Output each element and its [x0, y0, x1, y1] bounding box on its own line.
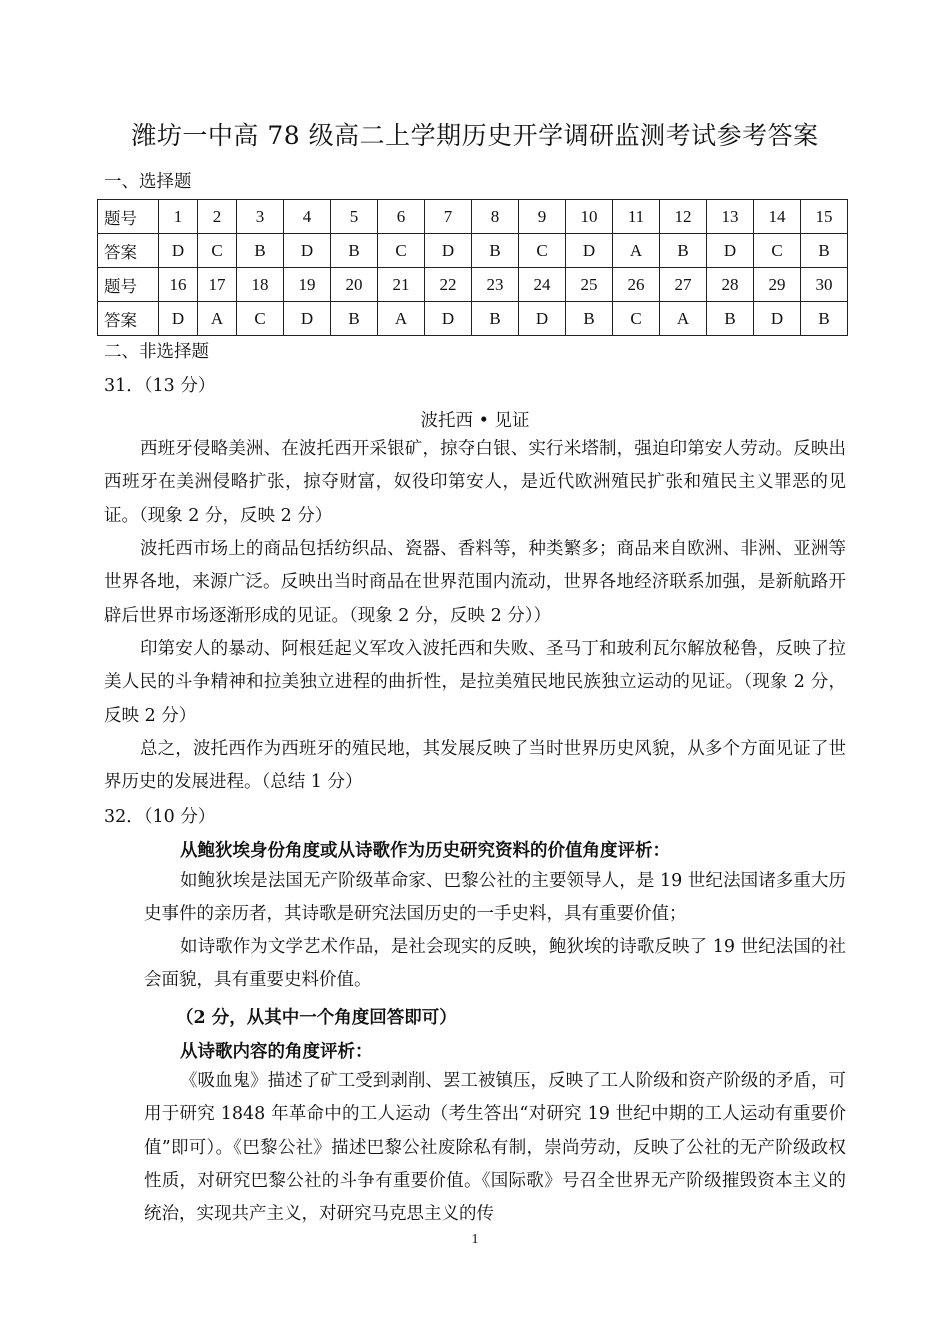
question-number-cell: 13 — [707, 200, 754, 234]
question-number-cell: 26 — [613, 268, 660, 302]
question-number-row-label: 题号 — [98, 200, 159, 234]
answer-table — [97, 199, 848, 336]
answer-row-label: 答案 — [98, 234, 159, 268]
question-number-cell: 5 — [331, 200, 378, 234]
q32-paragraph-3: 《吸血鬼》描述了矿工受到剥削、罢工被镇压，反映了工人阶级和资产阶级的矛盾，可用于研究 1848 年革命中的工人运动（考生答出“对研究 19 世纪中期的工人运动有重要价值”即可）。《巴黎公社》描述巴黎公社废除私有制，崇尚劳动，反映了公社的无产阶级政权性质，对研究巴黎公社的斗争有重要价值。《国际歌》号召全世界无产阶级摧毁资本主义的统治，实现共产主义，对研究马克思主义的传 — [144, 1071, 846, 1225]
table-row — [98, 234, 848, 268]
question-number-cell: 22 — [425, 268, 472, 302]
question-number-cell: 10 — [566, 200, 613, 234]
answer-cell: C — [378, 234, 425, 268]
question-number-cell: 30 — [801, 268, 848, 302]
q31-paragraph-3: 印第安人的暴动、阿根廷起义军攻入波托西和失败、圣马丁和玻利瓦尔解放秘鲁，反映了拉美人民的斗争精神和拉美独立进程的曲折性，是拉美殖民地民族独立运动的见证。（现象 2 分，反映 2 分） — [104, 639, 846, 726]
q31-subtitle: 波托西 • 见证 — [420, 411, 530, 431]
q31-paragraph-2: 波托西市场上的商品包括纺织品、瓷器、香料等，种类繁多；商品来自欧洲、非洲、亚洲等世界各地，来源广泛。反映出当时商品在世界范围内流动，世界各地经济联系加强，是新航路开辟后世界市场逐渐形成的见证。（现象 2 分，反映 2 分）） — [104, 539, 846, 626]
answer-cell: C — [198, 234, 237, 268]
table-row — [98, 302, 848, 336]
answer-cell: C — [519, 234, 566, 268]
table-row — [98, 200, 848, 234]
answer-cell: D — [754, 302, 801, 336]
answer-cell: B — [660, 234, 707, 268]
question-number-cell: 27 — [660, 268, 707, 302]
answer-cell: B — [566, 302, 613, 336]
answer-cell: D — [425, 234, 472, 268]
answer-cell: A — [660, 302, 707, 336]
question-number-cell: 4 — [284, 200, 331, 234]
answer-cell: C — [613, 302, 660, 336]
question-number-cell: 24 — [519, 268, 566, 302]
question-number-cell: 25 — [566, 268, 613, 302]
q31-header: 31．（13 分） — [104, 376, 216, 396]
question-number-cell: 18 — [237, 268, 284, 302]
answer-cell: B — [707, 302, 754, 336]
answer-cell: D — [519, 302, 566, 336]
question-number-cell: 12 — [660, 200, 707, 234]
answer-cell: A — [613, 234, 660, 268]
question-number-cell: 11 — [613, 200, 660, 234]
answer-cell: B — [237, 234, 284, 268]
answer-cell: D — [284, 302, 331, 336]
page-number: 1 — [471, 1232, 479, 1247]
page-title: 潍坊一中高 78 级高二上学期历史开学调研监测考试参考答案 — [131, 121, 819, 150]
section-choice-heading: 一、选择题 — [104, 172, 192, 192]
answer-cell: D — [284, 234, 331, 268]
q32-scoring-note: （2 分，从其中一个角度回答即可） — [176, 1008, 457, 1028]
question-number-cell: 8 — [472, 200, 519, 234]
question-number-cell: 28 — [707, 268, 754, 302]
question-number-cell: 20 — [331, 268, 378, 302]
table-row — [98, 268, 848, 302]
answer-cell: B — [472, 302, 519, 336]
question-number-cell: 7 — [425, 200, 472, 234]
question-number-cell: 19 — [284, 268, 331, 302]
answer-cell: D — [566, 234, 613, 268]
q31-paragraph-1: 西班牙侵略美洲、在波托西开采银矿，掠夺白银、实行米塔制，强迫印第安人劳动。反映出西班牙在美洲侵略扩张，掠夺财富，奴役印第安人，是近代欧洲殖民扩张和殖民主义罪恶的见证。（现象 2 分，反映 2 分） — [104, 439, 846, 526]
question-number-cell: 29 — [754, 268, 801, 302]
question-number-cell: 2 — [198, 200, 237, 234]
answer-cell: B — [801, 302, 848, 336]
question-number-cell: 21 — [378, 268, 425, 302]
answer-cell: B — [331, 302, 378, 336]
question-number-cell: 14 — [754, 200, 801, 234]
question-number-cell: 15 — [801, 200, 848, 234]
question-number-cell: 17 — [198, 268, 237, 302]
question-number-cell: 9 — [519, 200, 566, 234]
section-nonchoice-heading: 二、非选择题 — [104, 342, 209, 362]
q32-paragraph-2: 如诗歌作为文学艺术作品，是社会现实的反映，鲍狄埃的诗歌反映了 19 世纪法国的社会面貌，具有重要史料价值。 — [144, 937, 846, 991]
answer-cell: A — [198, 302, 237, 336]
answer-cell: B — [472, 234, 519, 268]
question-number-cell: 23 — [472, 268, 519, 302]
answer-cell: A — [378, 302, 425, 336]
answer-row-label: 答案 — [98, 302, 159, 336]
answer-cell: C — [237, 302, 284, 336]
question-number-cell: 6 — [378, 200, 425, 234]
answer-cell: D — [707, 234, 754, 268]
answer-cell: B — [331, 234, 378, 268]
question-number-cell: 3 — [237, 200, 284, 234]
answer-cell: D — [159, 234, 198, 268]
q32-heading-identity: 从鲍狄埃身份角度或从诗歌作为历史研究资料的价值角度评析： — [180, 841, 670, 861]
question-number-cell: 16 — [159, 268, 198, 302]
q31-paragraph-4: 总之，波托西作为西班牙的殖民地，其发展反映了当时世界历史风貌，从多个方面见证了世界历史的发展进程。（总结 1 分） — [104, 739, 846, 793]
q32-heading-content: 从诗歌内容的角度评析： — [180, 1042, 373, 1062]
answer-cell: B — [801, 234, 848, 268]
answer-cell: D — [425, 302, 472, 336]
answer-cell: C — [754, 234, 801, 268]
question-number-row-label: 题号 — [98, 268, 159, 302]
answer-cell: D — [159, 302, 198, 336]
q32-header: 32．（10 分） — [104, 807, 216, 827]
question-number-cell: 1 — [159, 200, 198, 234]
q32-paragraph-1: 如鲍狄埃是法国无产阶级革命家、巴黎公社的主要领导人，是 19 世纪法国诸多重大历史事件的亲历者，其诗歌是研究法国历史的一手史料，具有重要价值； — [144, 871, 846, 925]
